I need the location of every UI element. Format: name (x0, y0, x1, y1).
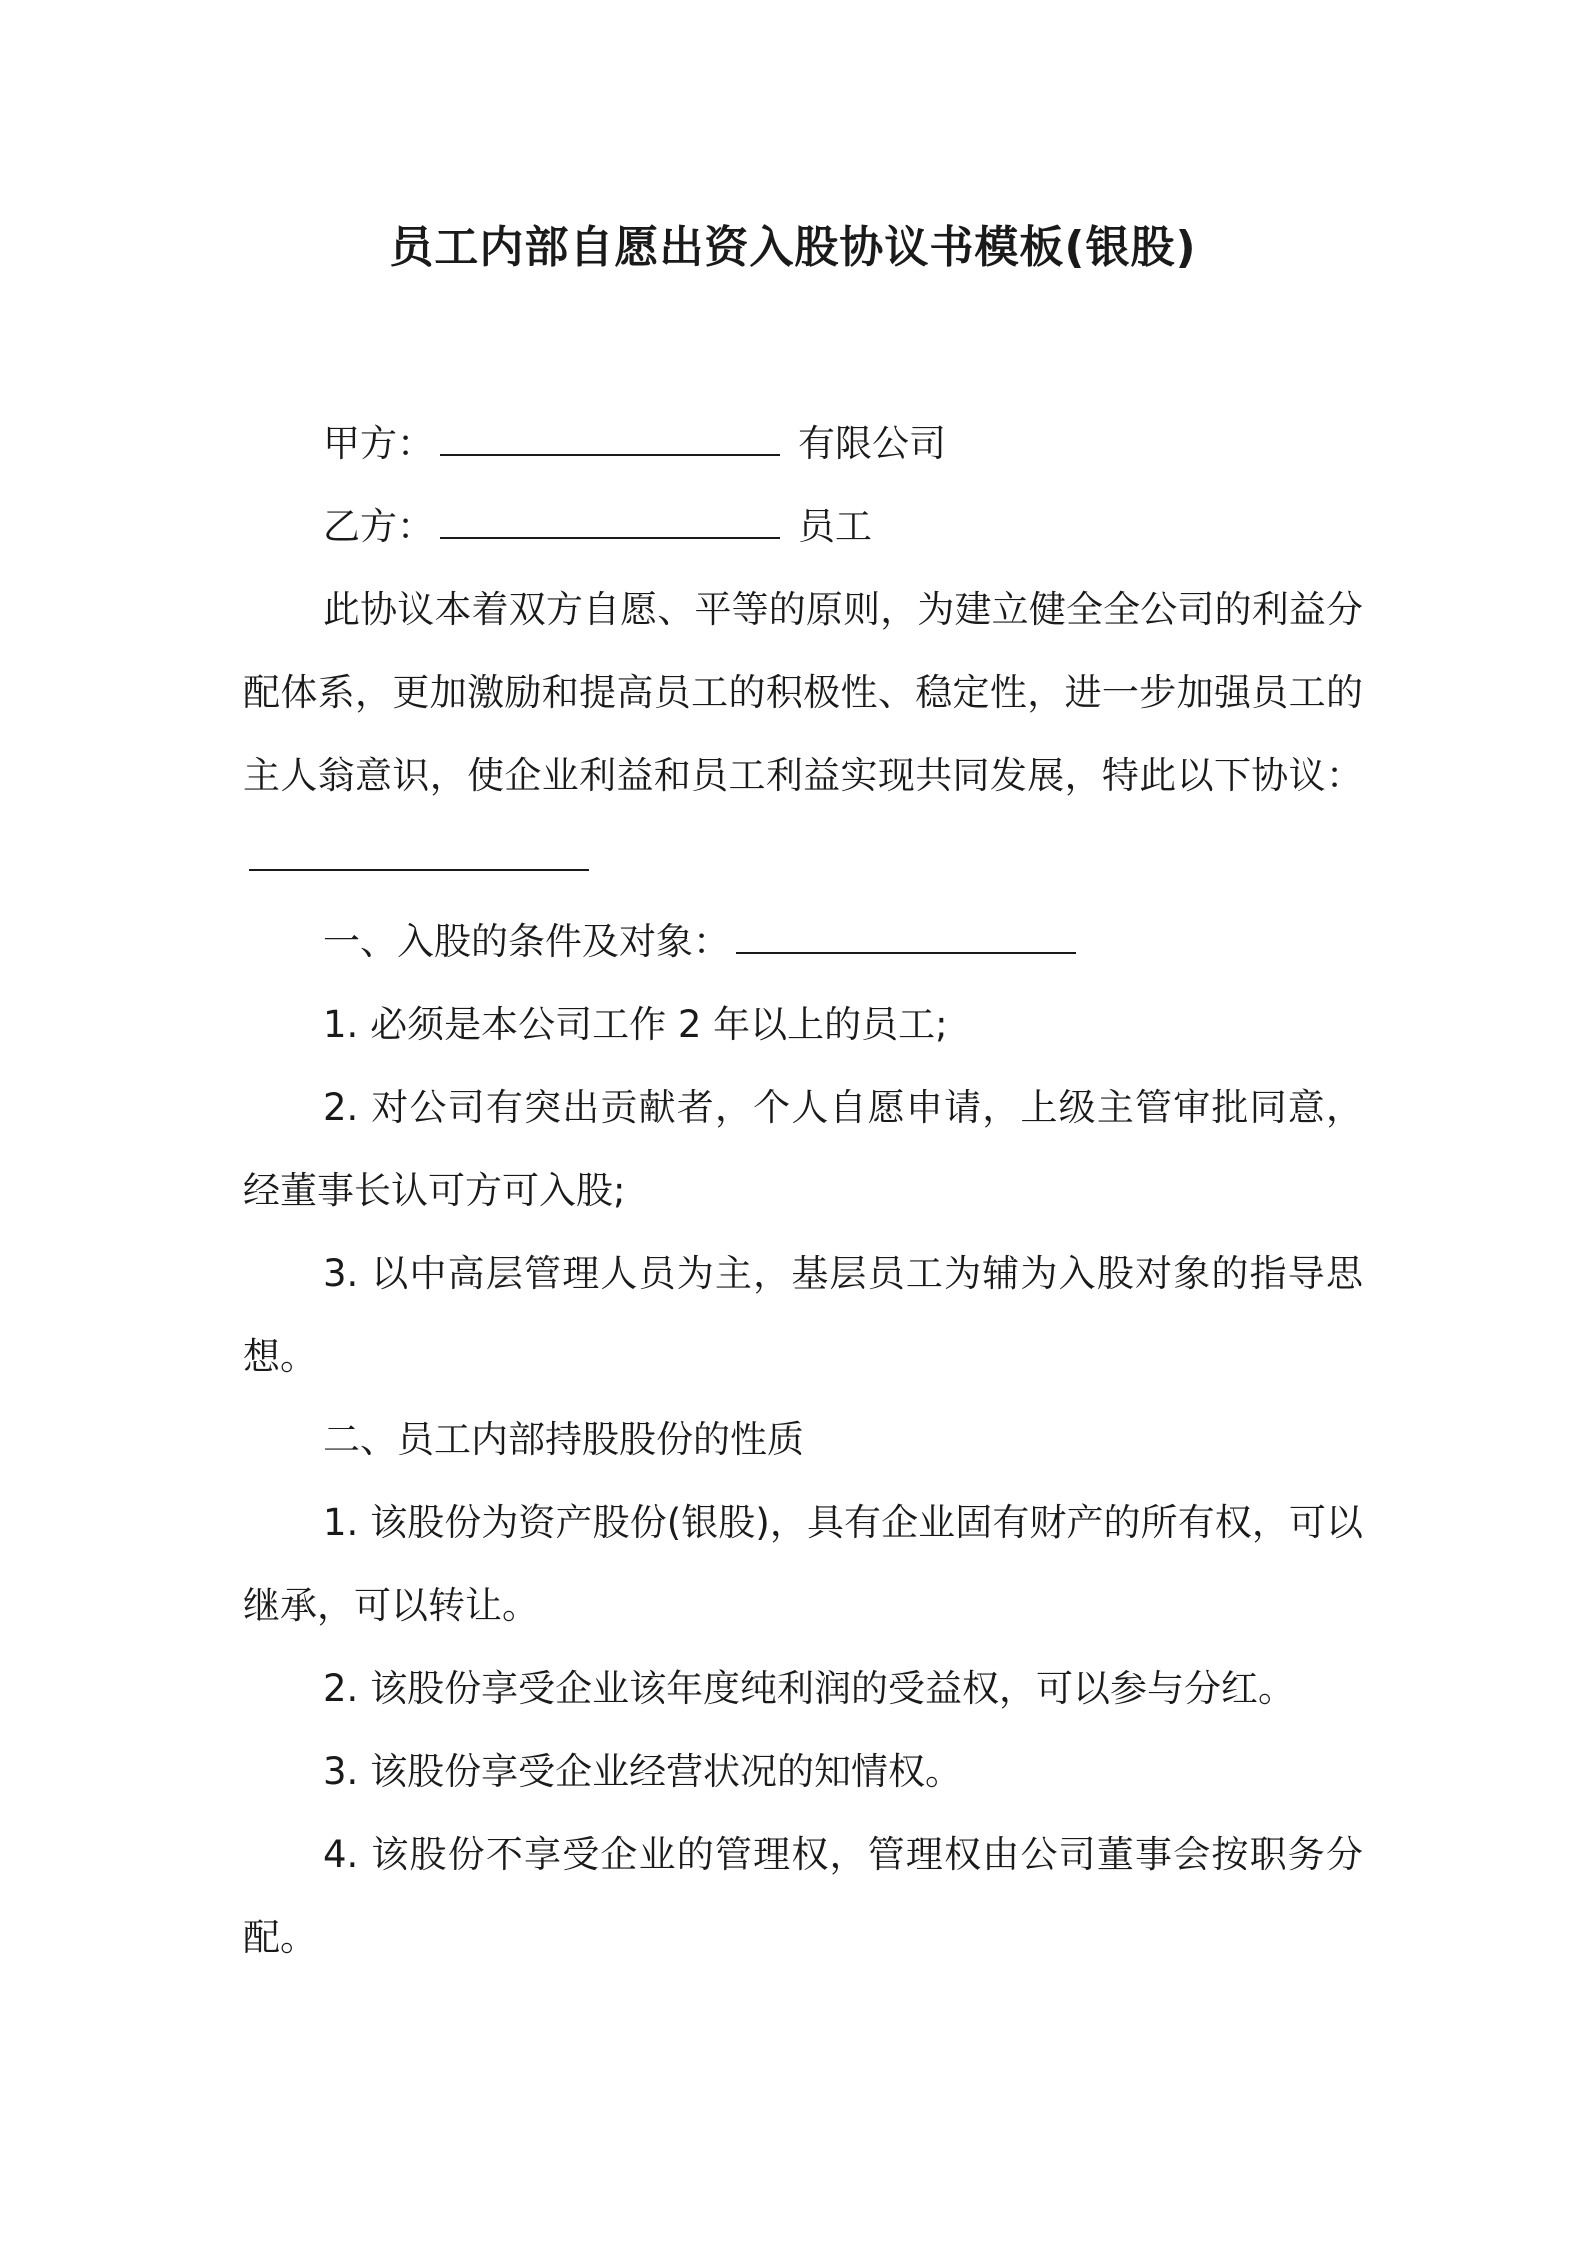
section-2-item: 1. 该股份为资产股份(银股)，具有企业固有财产的所有权，可以继承，可以转让。 (243, 1501, 1363, 1627)
section-2-item: 4. 该股份不享受企业的管理权，管理权由公司董事会按职务分配。 (243, 1833, 1363, 1959)
section-1-blank (736, 922, 1076, 954)
preamble-text: 此协议本着双方自愿、平等的原则，为建立健全全公司的利益分配体系，更加激励和提高员工的积极性、稳定性，进一步加强员工的主人翁意识，使企业利益和员工利益实现共同发展，特此以下协议： (243, 588, 1363, 797)
party-b-blank (440, 507, 780, 539)
document-body (243, 402, 1363, 1979)
section-1-item: 3. 以中高层管理人员为主，基层员工为辅为入股对象的指导思想。 (243, 1252, 1363, 1378)
section-1-heading: 一、入股的条件及对象： (323, 920, 730, 963)
party-a-label: 甲方： (323, 422, 434, 465)
party-a-line (243, 402, 1363, 485)
section-1-heading-line (243, 900, 1363, 983)
party-b-suffix: 员工 (798, 505, 872, 548)
party-b-line (243, 485, 1363, 568)
section-1-item: 1. 必须是本公司工作 2 年以上的员工; (323, 1003, 948, 1046)
section-2-item: 2. 该股份享受企业该年度纯利润的受益权，可以参与分红。 (323, 1667, 1296, 1710)
party-b-label: 乙方： (323, 505, 434, 548)
party-a-suffix: 有限公司 (798, 422, 946, 465)
document-title: 员工内部自愿出资入股协议书模板(银股) (389, 222, 1197, 273)
preamble-paragraph (243, 568, 1363, 900)
party-a-blank (440, 424, 780, 456)
preamble-blank (249, 839, 589, 871)
section-2-heading: 二、员工内部持股股份的性质 (323, 1418, 804, 1461)
section-1-item: 2. 对公司有突出贡献者，个人自愿申请，上级主管审批同意，经董事长认可方可入股; (243, 1086, 1363, 1212)
section-2-item: 3. 该股份享受企业经营状况的知情权。 (323, 1750, 963, 1793)
